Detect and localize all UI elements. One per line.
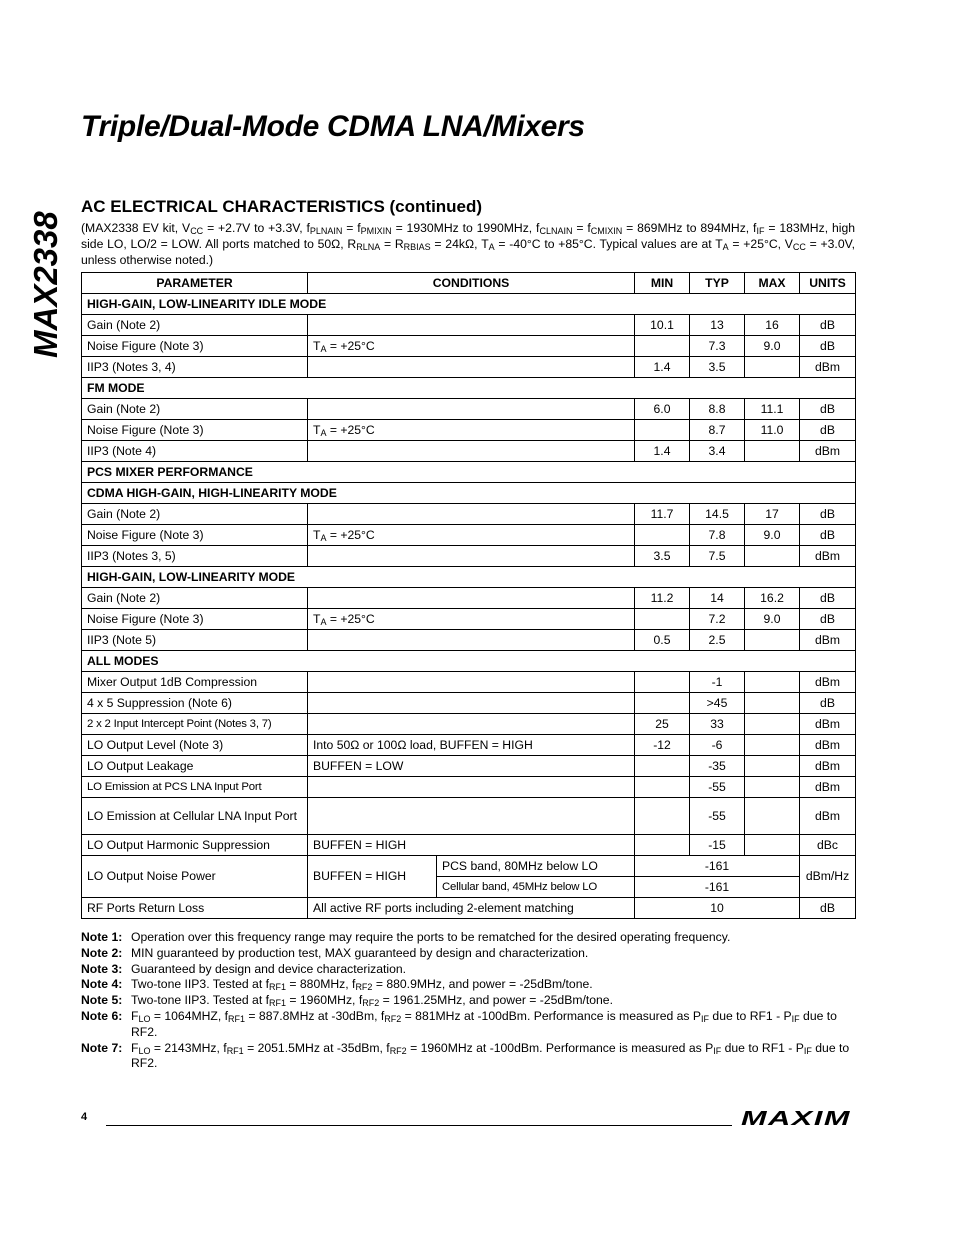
maxim-logo [741,1108,853,1128]
table-row [82,630,856,651]
section-title: AC ELECTRICAL CHARACTERISTICS (continued) [81,197,483,216]
cell-units: dBm [800,546,856,567]
note-text: $F_{LO} = 2143MHz$, $f_{RF1} = 2051.5MHz$ at -35dBm, $f_{RF2} = 1960MHz$ at -100dBm. Performance is measured as $P_{IF}$ due to $RF1 - P_{IF}$ due to RF2. [131,1040,850,1071]
section-row [82,567,856,588]
note-item [81,977,855,993]
cell-typ: -15 [690,835,745,856]
cell-units: dBm [800,357,856,378]
cell-conditions: BUFFEN = LOW [308,756,635,777]
cell-parameter: IIP3 (Note 5) [82,630,308,651]
cell-conditions: BUFFEN = HIGH [308,856,437,898]
section-label: HIGH-GAIN, LOW-LINEARITY IDLE MODE [82,294,856,315]
cell-parameter: IIP3 (Notes 3, 4) [82,357,308,378]
cell-typ: -6 [690,735,745,756]
cell-min: 11.2 [635,588,690,609]
note-text: MIN guaranteed by production test, MAX guaranteed by design and characterization. [131,945,589,960]
cell-max: 9.0 [745,609,800,630]
header-parameter: PARAMETER [82,273,308,294]
cell-units: dB [800,898,856,919]
table-row [82,525,856,546]
test-conditions: (MAX2338 EV kit, $V_{CC} = +2.7V$ to +3.3V, $f_{PLNAIN} = f_{PMIXIN} = 1930MHz$ to 1990MHz, $f_{CLNAIN} = f_{CMIXIN} = 869MHz$ to 894MHz, $f_{IF} = 183MHz$, high side LO, LO/2 = LOW. All ports matched to 50Ω, $R_{RLNA} = R_{RBIAS} = 24k\Omega$, $T_A = -40^\circ C$ to +85°C. Typical values are at $T_A = +25^\circ C$, $V_{CC} = +3.0V$, unless otherwise noted.) [81,221,856,267]
cell-min [635,798,690,835]
cell-parameter: Noise Figure (Note 3) [82,336,308,357]
cell-parameter: Gain (Note 2) [82,504,308,525]
table-row [82,546,856,567]
note-item [81,930,855,946]
cell-min [635,756,690,777]
note-label: Note 3: [81,961,123,976]
cell-parameter: 4 x 5 Suppression (Note 6) [82,693,308,714]
cell-min: 3.5 [635,546,690,567]
section-row [82,294,856,315]
cell-conditions: $T_A = +25^\circ C$ [308,525,635,546]
cell-subcondition: PCS band, 80MHz below LO [437,856,635,877]
section-row [82,462,856,483]
side-part-number-text: MAX2338 [27,211,64,358]
cell-max [745,835,800,856]
section-label: PCS MIXER PERFORMANCE [82,462,856,483]
cell-typ: -161 [690,856,745,877]
cell-typ: -161 [690,877,745,898]
cell-units: dB [800,525,856,546]
cell-min: 6.0 [635,399,690,420]
section-row [82,651,856,672]
cell-conditions [308,357,635,378]
cell-parameter: Noise Figure (Note 3) [82,525,308,546]
cell-typ: 14.5 [690,504,745,525]
cell-max [745,630,800,651]
table-row [82,588,856,609]
cell-typ: -55 [690,777,745,798]
note-label: Note 4: [81,977,123,992]
cell-max [745,546,800,567]
table-row [82,357,856,378]
cell-min [635,525,690,546]
cell-max: 11.1 [745,399,800,420]
cell-units: dBm [800,630,856,651]
header-min: MIN [635,273,690,294]
cell-subcondition: Cellular band, 45MHz below LO [437,877,635,898]
cell-parameter: LO Output Level (Note 3) [82,735,308,756]
cell-parameter: 2 x 2 Input Intercept Point (Notes 3, 7) [82,714,308,735]
table-row [82,714,856,735]
cell-max [745,693,800,714]
cell-max: 16.2 [745,588,800,609]
cell-min: 11.7 [635,504,690,525]
cell-min [635,898,690,919]
document-title: Triple/Dual-Mode CDMA LNA/Mixers [81,110,585,143]
cell-typ: 13 [690,315,745,336]
cell-units: dB [800,399,856,420]
cell-units: dBm/Hz [800,856,856,898]
cell-typ: 3.4 [690,441,745,462]
note-label: Note 7: [81,1040,123,1055]
header-typ: TYP [690,273,745,294]
cell-max [745,898,800,919]
cell-min [635,336,690,357]
cell-units: dBm [800,441,856,462]
cell-typ: 8.7 [690,420,745,441]
note-label: Note 2: [81,945,123,960]
cell-conditions [308,630,635,651]
cell-conditions [308,714,635,735]
cell-min: 0.5 [635,630,690,651]
cell-conditions [308,798,635,835]
cell-typ: 33 [690,714,745,735]
cell-max [745,856,800,877]
cell-parameter: IIP3 (Notes 3, 5) [82,546,308,567]
cell-units: dB [800,588,856,609]
table-row [82,672,856,693]
cell-units: dBm [800,798,856,835]
cell-max [745,672,800,693]
cell-typ: 14 [690,588,745,609]
cell-parameter: RF Ports Return Loss [82,898,308,919]
section-label: FM MODE [82,378,856,399]
cell-min [635,672,690,693]
table-row [82,856,856,877]
notes-list [81,930,855,1072]
cell-min [635,420,690,441]
cell-conditions [308,588,635,609]
table-header-row [82,273,856,294]
cell-typ: -1 [690,672,745,693]
cell-typ: >45 [690,693,745,714]
table-row [82,504,856,525]
cell-typ: 10 [690,898,745,919]
cell-typ: 7.3 [690,336,745,357]
note-item [81,946,855,962]
note-label: Note 6: [81,1008,123,1023]
cell-conditions: BUFFEN = HIGH [308,835,635,856]
cell-conditions: All active RF ports including 2-element matching [308,898,635,919]
cell-max [745,798,800,835]
cell-max [745,756,800,777]
cell-units: dBm [800,672,856,693]
cell-conditions [308,315,635,336]
cell-max [745,877,800,898]
note-text: Two-tone IIP3. Tested at $f_{RF1} = 880MHz$, $f_{RF2} = 880.9MHz$, and power = -25dBm/tone. [131,977,593,993]
cell-max [745,441,800,462]
cell-conditions [308,441,635,462]
cell-max: 9.0 [745,525,800,546]
note-text: Operation over this frequency range may require the ports to be rematched for the desired operating frequency. [131,930,731,944]
note-text: $F_{LO} = 1064MHZ$, $f_{RF1} = 887.8MHz$ at -30dBm, $f_{RF2} = 881MHz$ at -100dBm. Performance is measured as $P_{IF}$ due to $RF1 - P_{IF}$ due to RF2. [131,1008,837,1039]
table-row [82,756,856,777]
table-row [82,693,856,714]
cell-parameter: LO Output Leakage [82,756,308,777]
cell-parameter: Noise Figure (Note 3) [82,420,308,441]
cell-min: 10.1 [635,315,690,336]
cell-parameter: LO Emission at Cellular LNA Input Port [82,798,308,835]
note-item [81,993,855,1009]
section-label: ALL MODES [82,651,856,672]
cell-max [745,735,800,756]
cell-max [745,777,800,798]
cell-min: -12 [635,735,690,756]
side-part-number [24,200,64,360]
cell-parameter: IIP3 (Note 4) [82,441,308,462]
section-row [82,483,856,504]
footer-divider [106,1125,732,1126]
table-row [82,835,856,856]
cell-parameter: Noise Figure (Note 3) [82,609,308,630]
cell-conditions [308,777,635,798]
note-text: Two-tone IIP3. Tested at $f_{RF1} = 1960MHz$, $f_{RF2} = 1961.25MHz$, and power = -25dBm/tone. [131,993,613,1009]
cell-units: dB [800,504,856,525]
cell-units: dB [800,315,856,336]
table-row [82,441,856,462]
page-number: 4 [81,1111,88,1123]
table-row [82,420,856,441]
note-text: Guaranteed by design and device characterization. [131,961,407,976]
cell-typ: 8.8 [690,399,745,420]
note-label: Note 1: [81,930,123,944]
cell-conditions: $T_A = +25^\circ C$ [308,609,635,630]
header-conditions: CONDITIONS [308,273,635,294]
cell-min [635,609,690,630]
note-item [81,1041,855,1073]
cell-typ: 3.5 [690,357,745,378]
table-row [82,798,856,835]
cell-conditions [308,693,635,714]
cell-max: 11.0 [745,420,800,441]
cell-min [635,856,690,877]
cell-units: dB [800,420,856,441]
table-row [82,777,856,798]
header-max: MAX [745,273,800,294]
side-part-number-graphic [24,200,64,360]
cell-units: dBm [800,735,856,756]
cell-conditions [308,399,635,420]
header-units: UNITS [800,273,856,294]
maxim-logo-text: MAXIM [741,1108,852,1128]
cell-parameter: Gain (Note 2) [82,588,308,609]
section-row [82,378,856,399]
cell-units: dBm [800,756,856,777]
cell-max [745,714,800,735]
table-row [82,399,856,420]
cell-min: 25 [635,714,690,735]
cell-max: 9.0 [745,336,800,357]
cell-max [745,357,800,378]
table-row [82,735,856,756]
cell-units: dBm [800,714,856,735]
cell-min [635,693,690,714]
cell-min: 1.4 [635,441,690,462]
cell-conditions [308,672,635,693]
cell-units: dBc [800,835,856,856]
cell-conditions [308,546,635,567]
cell-conditions: $T_A = +25^\circ C$ [308,336,635,357]
cell-min [635,877,690,898]
cell-units: dB [800,336,856,357]
section-label: HIGH-GAIN, LOW-LINEARITY MODE [82,567,856,588]
cell-conditions: $T_A = +25^\circ C$ [308,420,635,441]
cell-units: dBm [800,777,856,798]
cell-typ: 7.2 [690,609,745,630]
note-label: Note 5: [81,993,123,1008]
cell-parameter: Mixer Output 1dB Compression [82,672,308,693]
cell-typ: 7.5 [690,546,745,567]
cell-typ: 2.5 [690,630,745,651]
note-item [81,962,855,978]
cell-parameter: LO Output Harmonic Suppression [82,835,308,856]
cell-max: 16 [745,315,800,336]
note-item [81,1009,855,1041]
cell-parameter: Gain (Note 2) [82,399,308,420]
ac-characteristics-table [81,272,856,919]
table-row [82,336,856,357]
table-row [82,315,856,336]
cell-typ: 7.8 [690,525,745,546]
cell-min: 1.4 [635,357,690,378]
cell-typ: -35 [690,756,745,777]
maxim-logo-graphic [741,1108,853,1128]
cell-conditions: Into 50Ω or 100Ω load, BUFFEN = HIGH [308,735,635,756]
section-label: CDMA HIGH-GAIN, HIGH-LINEARITY MODE [82,483,856,504]
cell-typ: -55 [690,798,745,835]
cell-parameter: LO Output Noise Power [82,856,308,898]
cell-parameter: LO Emission at PCS LNA Input Port [82,777,308,798]
cell-min [635,777,690,798]
cell-max: 17 [745,504,800,525]
table-row [82,898,856,919]
cell-conditions [308,504,635,525]
cell-units: dB [800,609,856,630]
table-row [82,609,856,630]
cell-parameter: Gain (Note 2) [82,315,308,336]
cell-units: dB [800,693,856,714]
cell-min [635,835,690,856]
